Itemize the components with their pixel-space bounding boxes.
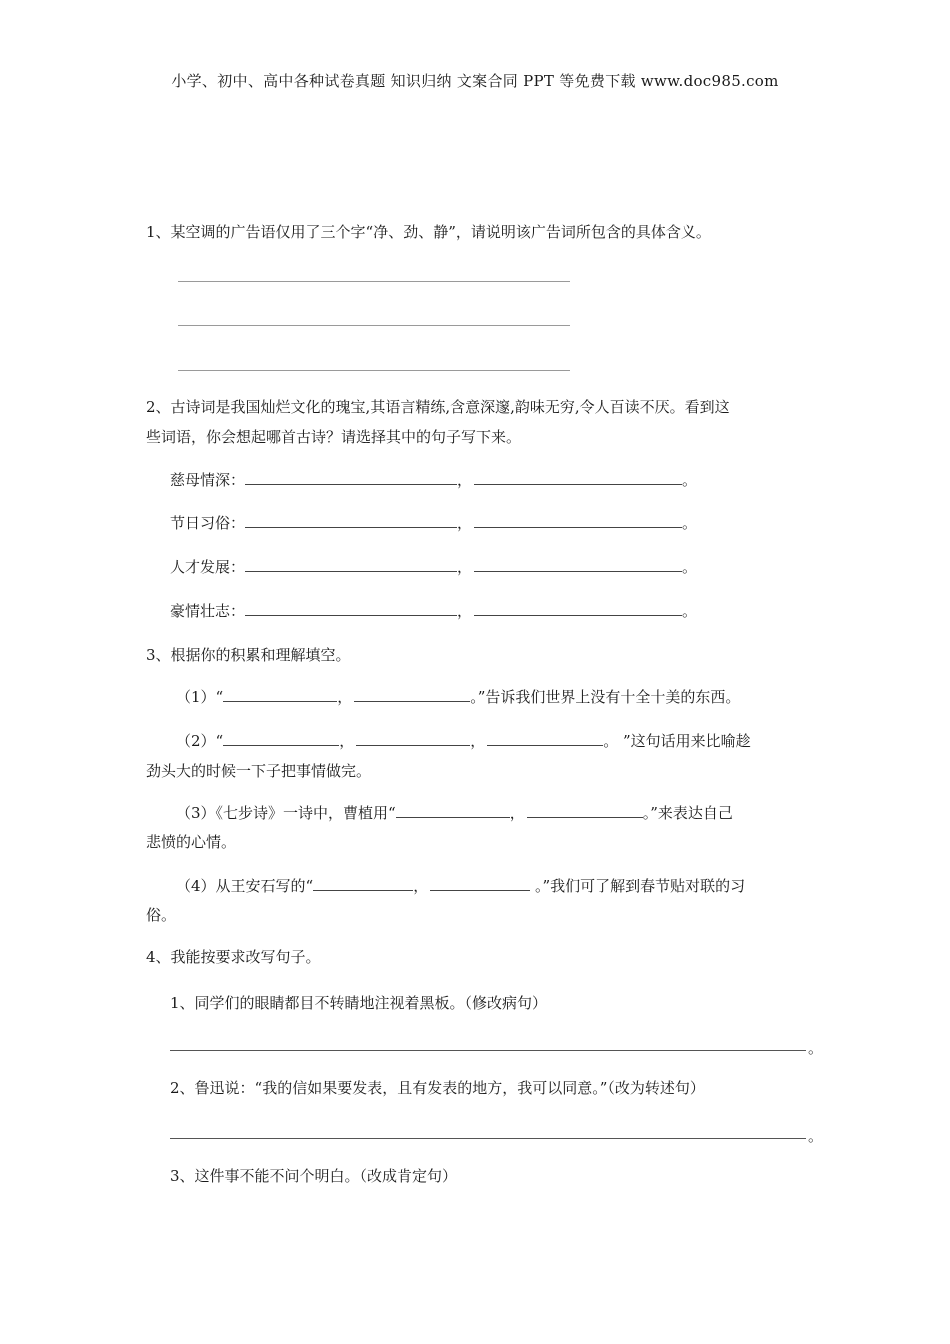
period: 。 — [682, 471, 698, 489]
q2-item-label: 节日习俗： — [170, 514, 246, 532]
q3-sentence-3-line2: 悲愤的心情。 — [146, 833, 237, 851]
q3-s1-prefix: （1）“ — [176, 688, 224, 706]
q2-item-label: 人才发展： — [170, 558, 246, 576]
question-2-text-line2: 些词语，你会想起哪首古诗？请选择其中的句子写下来。 — [146, 428, 522, 446]
question-3-title: 3、根据你的积累和理解填空。 — [146, 646, 351, 664]
q3-sentence-4 — [176, 876, 745, 896]
fill-blank[interactable] — [245, 470, 457, 485]
period: 。 — [808, 1127, 824, 1145]
question-4-title: 4、我能按要求改写句子。 — [146, 948, 321, 966]
q4-item-1: 1、同学们的眼睛都目不转睛地注视着黑板。（修改病句） — [170, 994, 548, 1012]
comma: ， — [457, 602, 473, 620]
q3-s3-prefix: （3）《七步诗》一诗中，曹植用“ — [176, 804, 396, 822]
q2-item-1 — [170, 470, 697, 490]
fill-blank[interactable] — [245, 557, 457, 572]
fill-blank[interactable] — [430, 876, 530, 891]
q2-item-label: 慈母情深： — [170, 471, 246, 489]
q3-s4-suffix: 。”我们可了解到春节贴对联的习 — [530, 877, 746, 895]
period: 。 — [682, 558, 698, 576]
fill-blank[interactable] — [487, 731, 603, 746]
q3-s1-suffix: 。”告诉我们世界上没有十全十美的东西。 — [470, 688, 741, 706]
comma: ， — [337, 688, 353, 706]
question-1-text: 1、某空调的广告语仅用了三个字“净、劲、静”，请说明该广告词所包含的具体含义。 — [146, 223, 711, 241]
fill-blank[interactable] — [474, 557, 682, 572]
q2-item-4 — [170, 601, 697, 621]
fill-blank[interactable] — [474, 513, 682, 528]
fill-blank[interactable] — [245, 601, 457, 616]
answer-line-q4-1[interactable] — [170, 1050, 806, 1051]
q3-sentence-1 — [176, 687, 740, 707]
fill-blank[interactable] — [313, 876, 413, 891]
fill-blank[interactable] — [527, 803, 643, 818]
comma: ， — [457, 558, 473, 576]
comma: ， — [413, 877, 429, 895]
q3-s2-prefix: （2）“ — [176, 732, 224, 750]
comma: ， — [457, 471, 473, 489]
q2-item-3 — [170, 557, 697, 577]
question-2-text-line1: 2、古诗词是我国灿烂文化的瑰宝,其语言精练,含意深邃,韵味无穷,令人百读不厌。看到这 — [146, 398, 730, 416]
page-header: 小学、初中、高中各种试卷真题 知识归纳 文案合同 PPT 等免费下载 www.doc985.com — [171, 72, 779, 90]
period: 。 — [808, 1039, 824, 1057]
answer-line-q1-3[interactable] — [178, 370, 570, 371]
answer-line-q1-2[interactable] — [178, 325, 570, 326]
q4-item-3: 3、这件事不能不问个明白。（改成肯定句） — [170, 1167, 458, 1185]
comma: ， — [509, 804, 525, 822]
period: 。 — [682, 602, 698, 620]
period: 。 — [682, 514, 698, 532]
q3-s4-prefix: （4）从王安石写的“ — [176, 877, 314, 895]
q3-sentence-2 — [176, 731, 751, 751]
q2-item-2 — [170, 513, 697, 533]
q3-sentence-2-line2: 劲头大的时候一下子把事情做完。 — [146, 762, 372, 780]
comma: ， — [470, 732, 486, 750]
fill-blank[interactable] — [354, 687, 470, 702]
answer-line-q4-2[interactable] — [170, 1138, 806, 1139]
fill-blank[interactable] — [223, 687, 337, 702]
q3-sentence-3 — [176, 803, 733, 823]
q3-s3-suffix: 。”来表达自己 — [642, 804, 733, 822]
q4-item-2: 2、鲁迅说：“我的信如果要发表，且有发表的地方，我可以同意。”（改为转述句） — [170, 1079, 705, 1097]
q3-s2-suffix: 。 ”这句话用来比喻趁 — [603, 732, 751, 750]
comma: ， — [339, 732, 355, 750]
fill-blank[interactable] — [474, 601, 682, 616]
fill-blank[interactable] — [356, 731, 470, 746]
fill-blank[interactable] — [223, 731, 339, 746]
answer-line-q1-1[interactable] — [178, 281, 570, 282]
comma: ， — [457, 514, 473, 532]
fill-blank[interactable] — [245, 513, 457, 528]
q2-item-label: 豪情壮志： — [170, 602, 246, 620]
fill-blank[interactable] — [396, 803, 510, 818]
fill-blank[interactable] — [474, 470, 682, 485]
q3-sentence-4-line2: 俗。 — [146, 906, 177, 924]
